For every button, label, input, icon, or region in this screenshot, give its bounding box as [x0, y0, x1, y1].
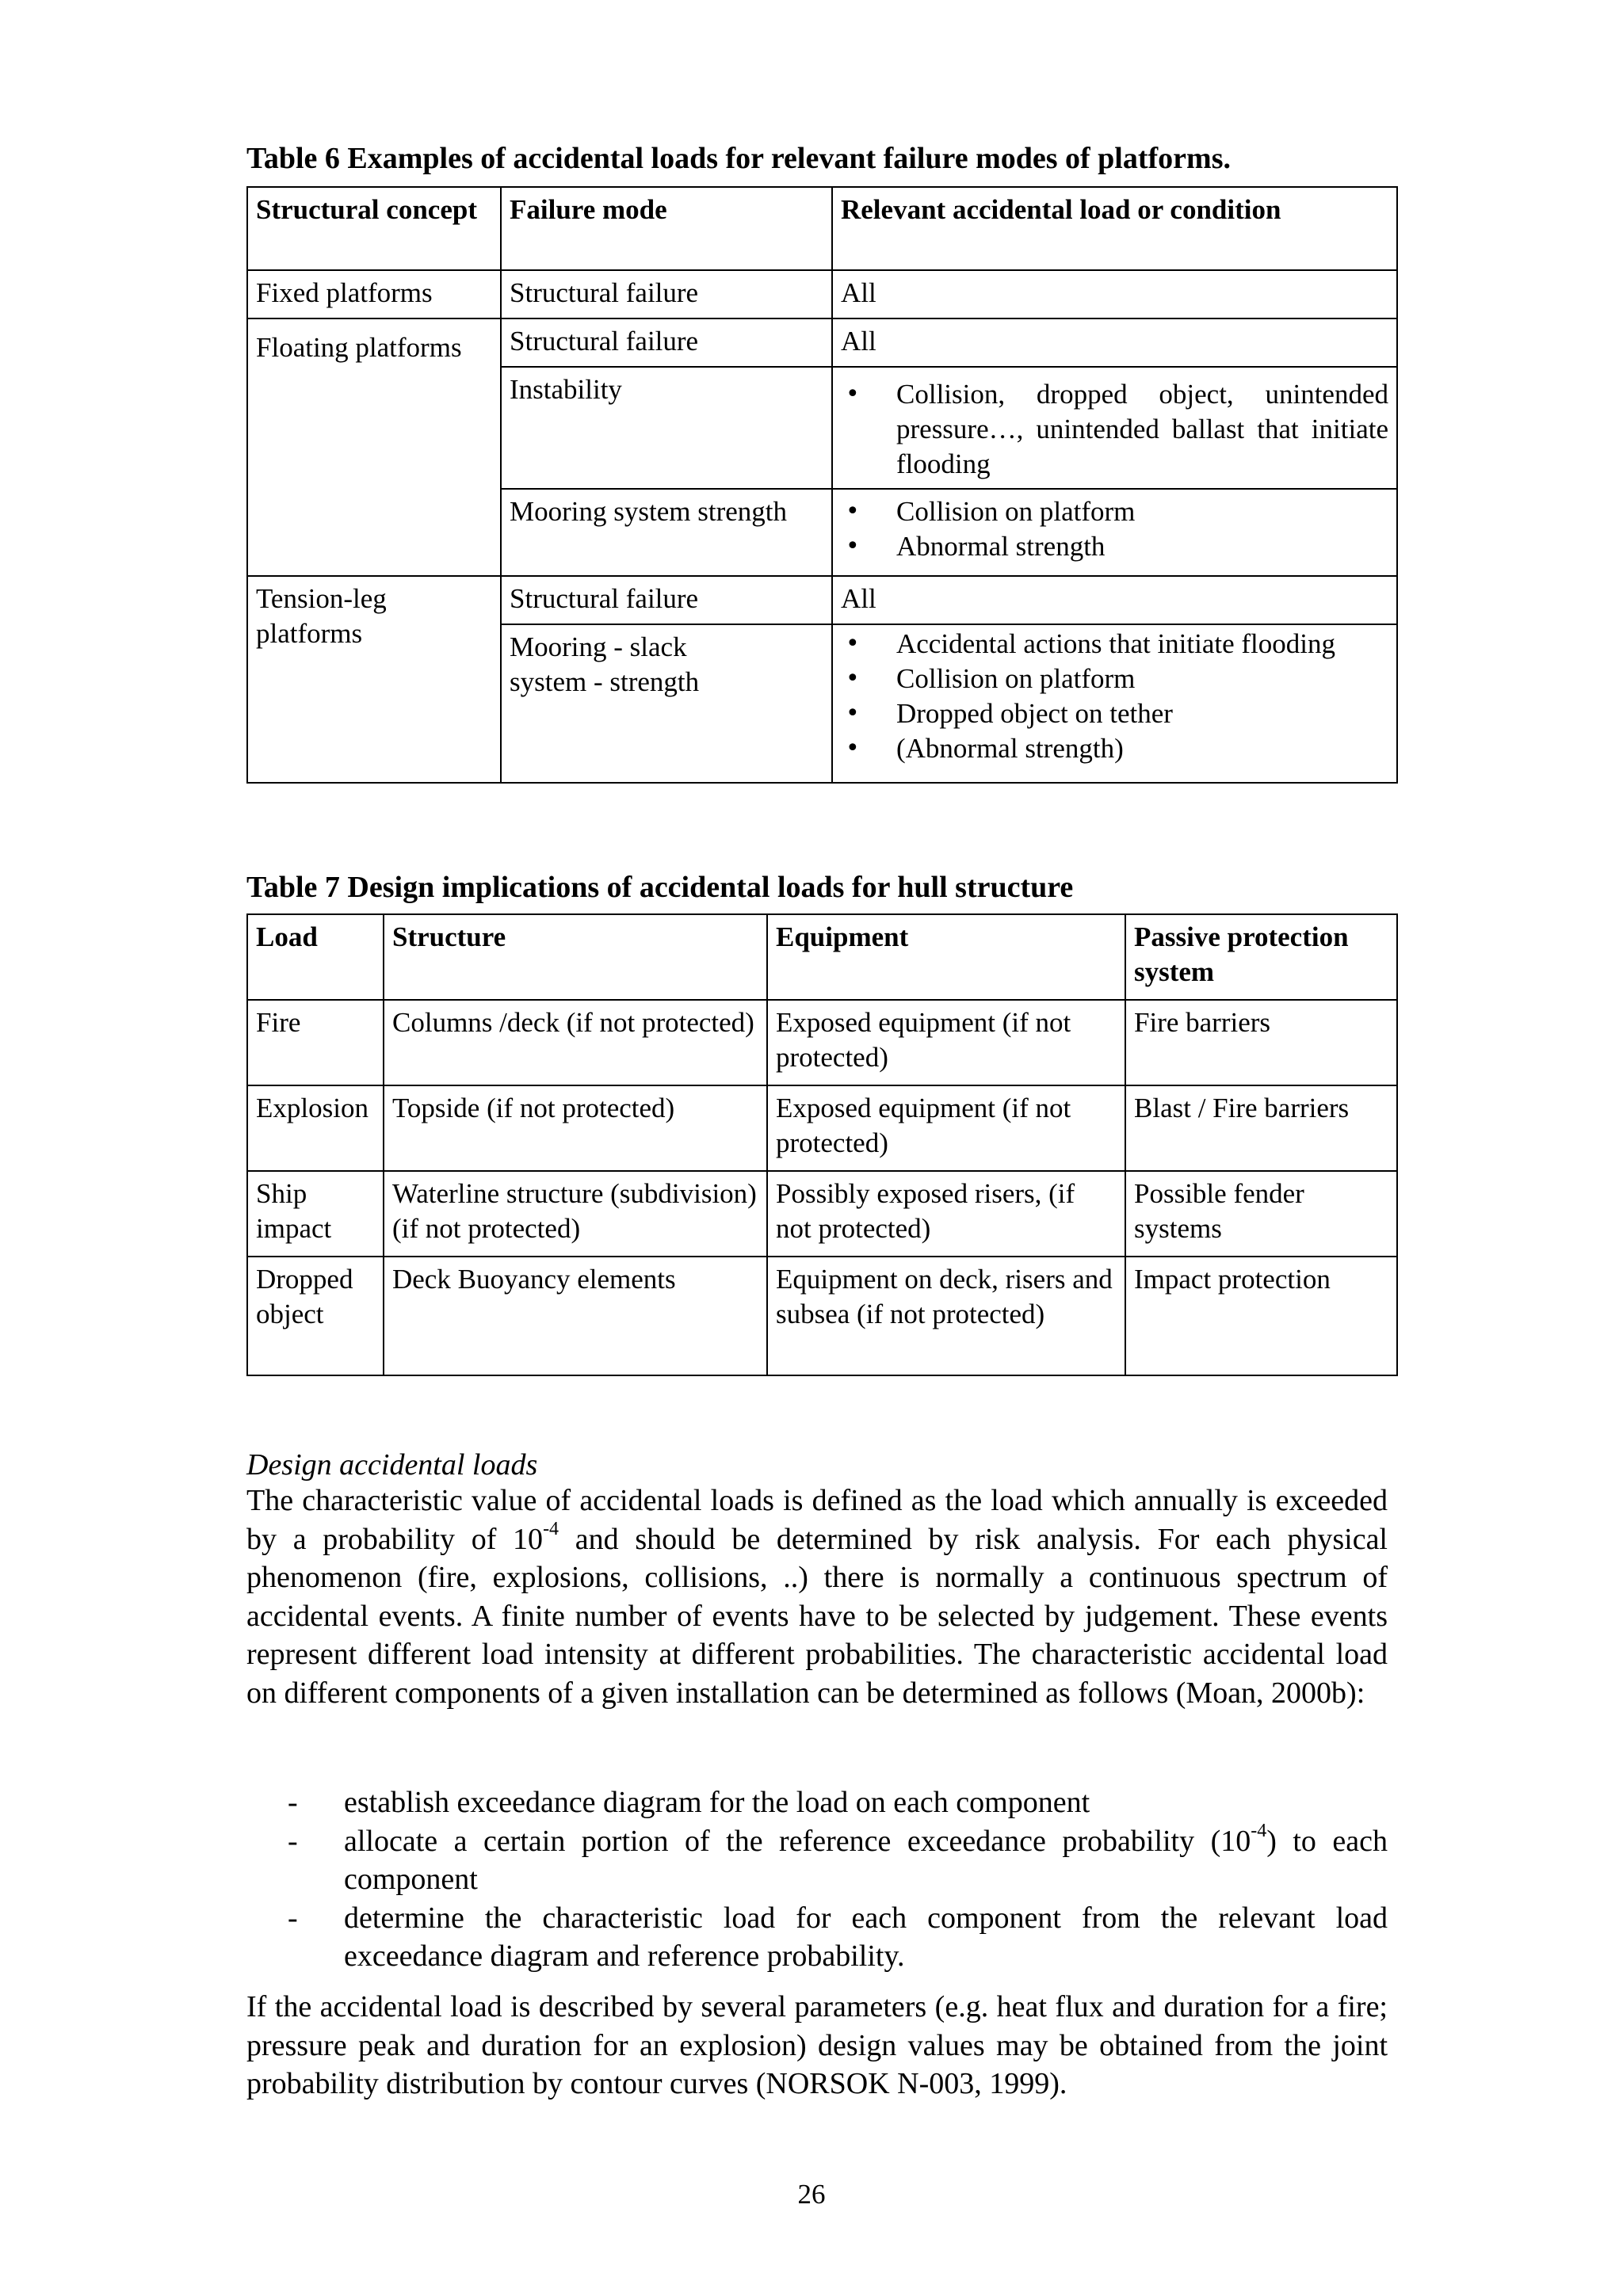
table7-header-passive: Passive protection system — [1125, 914, 1397, 1000]
tension-structural-mode-cell: Structural failure — [501, 576, 832, 624]
floating-concept-text: Floating platforms — [256, 332, 462, 363]
table7-header-row — [247, 914, 1397, 1000]
passive-cell: Possible fender systems — [1125, 1171, 1397, 1257]
tension-mooring-load-cell — [832, 624, 1397, 783]
passive-cell: Blast / Fire barriers — [1125, 1085, 1397, 1171]
floating-concept-cell — [247, 318, 501, 576]
floating-structural-mode-cell: Structural failure — [501, 318, 832, 367]
dash-marker: - — [288, 1786, 298, 1819]
equipment-cell: Equipment on deck, risers and subsea (if not protected) — [767, 1257, 1125, 1375]
equipment-cell: Exposed equipment (if not protected) — [767, 1000, 1125, 1085]
list-item: • Abnormal strength — [841, 529, 1388, 564]
table-row — [247, 1257, 1397, 1375]
paragraph-2: If the accidental load is described by several parameters (e.g. heat flux and duration for a fire; pressure peak and duration for an explosion) design values may be obtained from the joint probability distribution by contour curves (NORSOK N-003, 1999). — [246, 1990, 1388, 2101]
table-row — [247, 1000, 1397, 1085]
floating-mooring-mode-cell: Mooring system strength — [501, 489, 832, 576]
list-item: • (Abnormal strength) — [841, 731, 1388, 766]
equipment-cell: Possibly exposed risers, (if not protected) — [767, 1171, 1125, 1257]
paragraph-1 — [246, 1482, 1388, 1713]
bullet-list — [841, 494, 1388, 564]
table-row — [247, 270, 1397, 318]
table-row — [247, 1171, 1397, 1257]
tension-structural-load-cell: All — [832, 576, 1397, 624]
paragraph-1-part-b: and should be determined by risk analysis. For each physical phenomenon (fire, explosions, collisions, ..) there is normally a continuous spectrum of accidental events. A finite number of events have to be selected by judgement. These events represent different load intensity at different probabilities. The characteristic accidental load on different components of a given installation can be determined as follows (Moan, 2000b): — [246, 1522, 1388, 1710]
list-item-text: establish exceedance diagram for the load on each component — [344, 1786, 1090, 1819]
floating-instability-mode-cell: Instability — [501, 367, 832, 489]
load-cell: Ship impact — [247, 1171, 384, 1257]
table7-header-load: Load — [247, 914, 384, 1000]
list-item-exponent: -4 — [1251, 1820, 1267, 1841]
list-item-text-b: ) to each component — [344, 1824, 1388, 1897]
structure-cell: Waterline structure (subdivision) (if not protected) — [384, 1171, 767, 1257]
dash-marker: - — [288, 1824, 298, 1858]
table7-caption: Table 7 Design implications of accidental loads for hull structure — [246, 871, 1074, 904]
load-cell: Dropped object — [247, 1257, 384, 1375]
section-heading: Design accidental loads — [246, 1448, 538, 1482]
bullet-list — [841, 627, 1388, 766]
tension-concept-cell — [247, 576, 501, 783]
table6-caption: Table 6 Examples of accidental loads for relevant failure modes of platforms. — [246, 142, 1231, 175]
table6 — [246, 186, 1398, 784]
table6-header-mode: Failure mode — [501, 187, 832, 270]
table-row — [247, 576, 1397, 624]
tension-mooring-mode-cell — [501, 624, 832, 783]
floating-structural-load-cell: All — [832, 318, 1397, 367]
list-item — [246, 1783, 1388, 1822]
table-row — [247, 1085, 1397, 1171]
floating-mooring-load-cell — [832, 489, 1397, 576]
fixed-concept-cell: Fixed platforms — [247, 270, 501, 318]
list-item — [246, 1822, 1388, 1899]
bullet-list — [841, 377, 1388, 482]
passive-cell: Impact protection — [1125, 1257, 1397, 1375]
table6-header-concept: Structural concept — [247, 187, 501, 270]
list-item: • Collision on platform — [841, 494, 1388, 529]
paragraph-1-part-a: The characteristic value of accidental loads is defined as the load which annually is exceeded by a probability of 10 — [246, 1484, 1388, 1556]
table6-header-load: Relevant accidental load or condition — [832, 187, 1397, 270]
list-item-text-a: allocate a certain portion of the reference exceedance probability (10 — [344, 1824, 1251, 1858]
table7 — [246, 913, 1398, 1376]
fixed-mode-cell: Structural failure — [501, 270, 832, 318]
dash-list — [246, 1783, 1388, 1976]
list-item: • Dropped object on tether — [841, 696, 1388, 731]
table-row — [247, 318, 1397, 367]
table6-header-row — [247, 187, 1397, 270]
fixed-load-cell: All — [832, 270, 1397, 318]
tension-concept-text: Tension-leg platforms — [256, 583, 387, 649]
dash-marker: - — [288, 1901, 298, 1935]
floating-instability-load-cell — [832, 367, 1397, 489]
structure-cell: Columns /deck (if not protected) — [384, 1000, 767, 1085]
list-item: • Accidental actions that initiate flooding — [841, 627, 1388, 662]
paragraph-1-exponent: -4 — [543, 1518, 559, 1539]
list-item: • Collision, dropped object, unintended pressure…, unintended ballast that initiate flooding — [841, 377, 1388, 482]
structure-cell: Topside (if not protected) — [384, 1085, 767, 1171]
structure-cell: Deck Buoyancy elements — [384, 1257, 767, 1375]
load-cell: Explosion — [247, 1085, 384, 1171]
equipment-cell: Exposed equipment (if not protected) — [767, 1085, 1125, 1171]
tension-mooring-mode-text: Mooring - slack system - strength — [510, 631, 700, 697]
page-number: 26 — [797, 2179, 826, 2210]
table7-header-equipment: Equipment — [767, 914, 1125, 1000]
load-cell: Fire — [247, 1000, 384, 1085]
list-item: • Collision on platform — [841, 662, 1388, 696]
table7-header-structure: Structure — [384, 914, 767, 1000]
list-item-text: determine the characteristic load for each component from the relevant load exceedance diagram and reference probability. — [344, 1901, 1388, 1974]
passive-cell: Fire barriers — [1125, 1000, 1397, 1085]
list-item — [246, 1899, 1388, 1976]
